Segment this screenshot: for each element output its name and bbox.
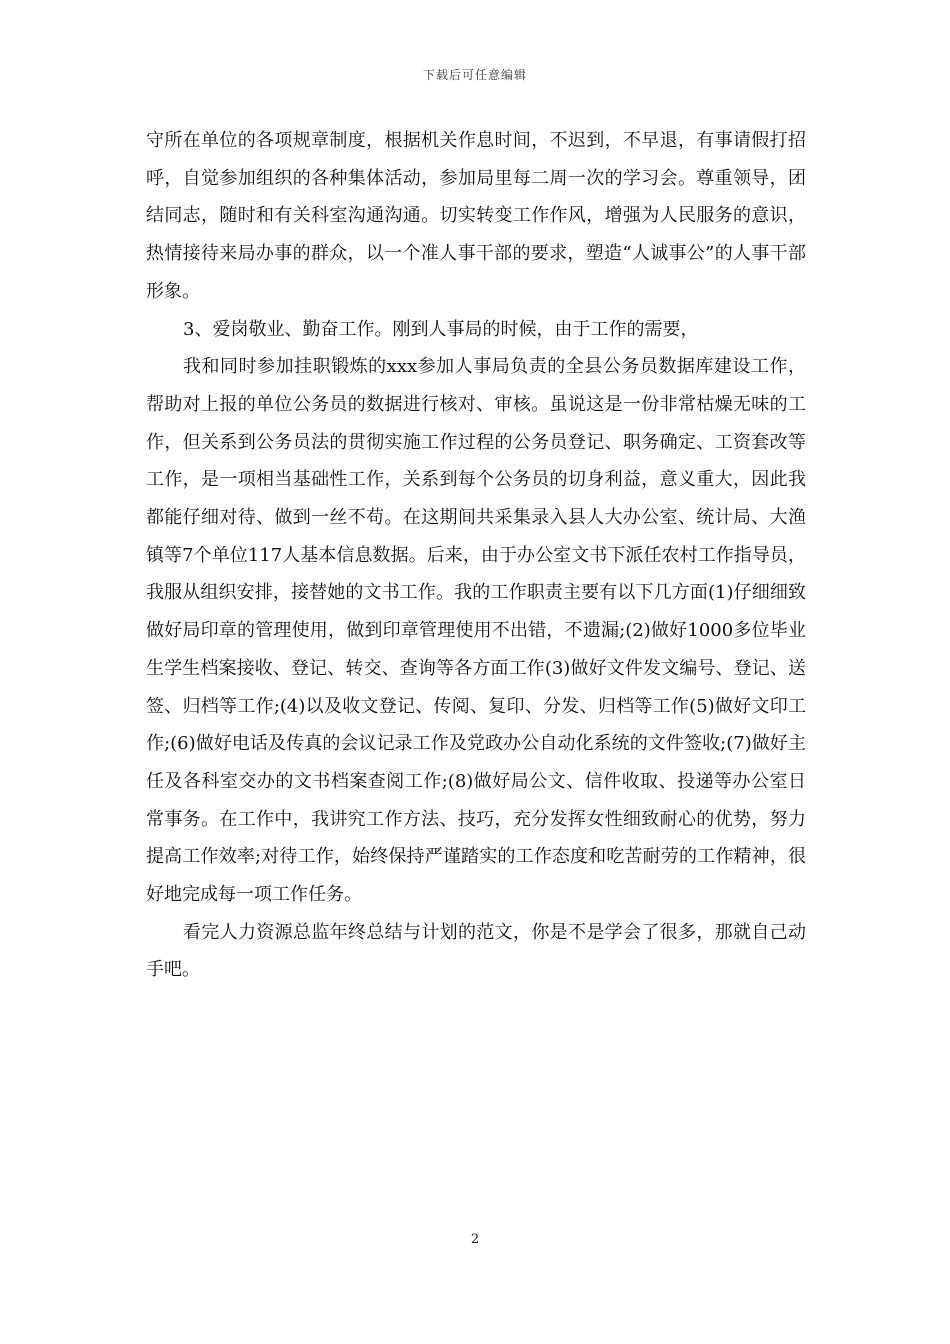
paragraph-1: 守所在单位的各项规章制度，根据机关作息时间，不迟到，不早退，有事请假打招呼，自觉参加组织的各种集体活动，参加局里每二周一次的学习会。尊重领导，团结同志，随时和有关科室沟通沟通。切实转变工作作风，增强为人民服务的意识，热情接待来局办事的群众，以一个准人事干部的要求，塑造“人诚事公”的人事干部形象。 <box>146 130 806 302</box>
document-body <box>146 122 806 989</box>
page-number: 2 <box>470 1232 480 1247</box>
paragraph-3: 我和同时参加挂职锻炼的xxx参加人事局负责的全县公务员数据库建设工作，帮助对上报的单位公务员的数据进行核对、审核。虽说这是一份非常枯燥无味的工作，但关系到公务员法的贯彻实施工作过程的公务员登记、职务确定、工资套改等工作，是一项相当基础性工作，关系到每个公务员的切身利益，意义重大，因此我都能仔细对待、做到一丝不苟。在这期间共采集录入县人大办公室、统计局、大渔镇等7个单位117人基本信息数据。后来，由于办公室文书下派任农村工作指导员，我服从组织安排，接替她的文书工作。我的工作职责主要有以下几方面(1)仔细细致做好局印章的管理使用，做到印章管理使用不出错，不遗漏;(2)做好1000多位毕业生学生档案接收、登记、转交、查询等各方面工作(3)做好文件发文编号、登记、送签、归档等工作;(4)以及收文登记、传阅、复印、分发、归档等工作(5)做好文印工作;(6)做好电话及传真的会议记录工作及党政办公自动化系统的文件签收;(7)做好主任及各科室交办的文书档案查阅工作;(8)做好局公文、信件收取、投递等办公室日常事务。在工作中，我讲究工作方法、技巧，充分发挥女性细致耐心的优势，努力提高工作效率;对待工作，始终保持严谨踏实的工作态度和吃苦耐劳的工作精神，很好地完成每一项工作任务。 <box>146 356 806 906</box>
paragraph-4: 看完人力资源总监年终总结与计划的范文，你是不是学会了很多，那就自己动手吧。 <box>146 921 806 981</box>
paragraph-2: 3、爱岗敬业、勤奋工作。刚到人事局的时候，由于工作的需要， <box>183 318 699 340</box>
page-header: 下载后可任意编辑 <box>422 68 527 82</box>
